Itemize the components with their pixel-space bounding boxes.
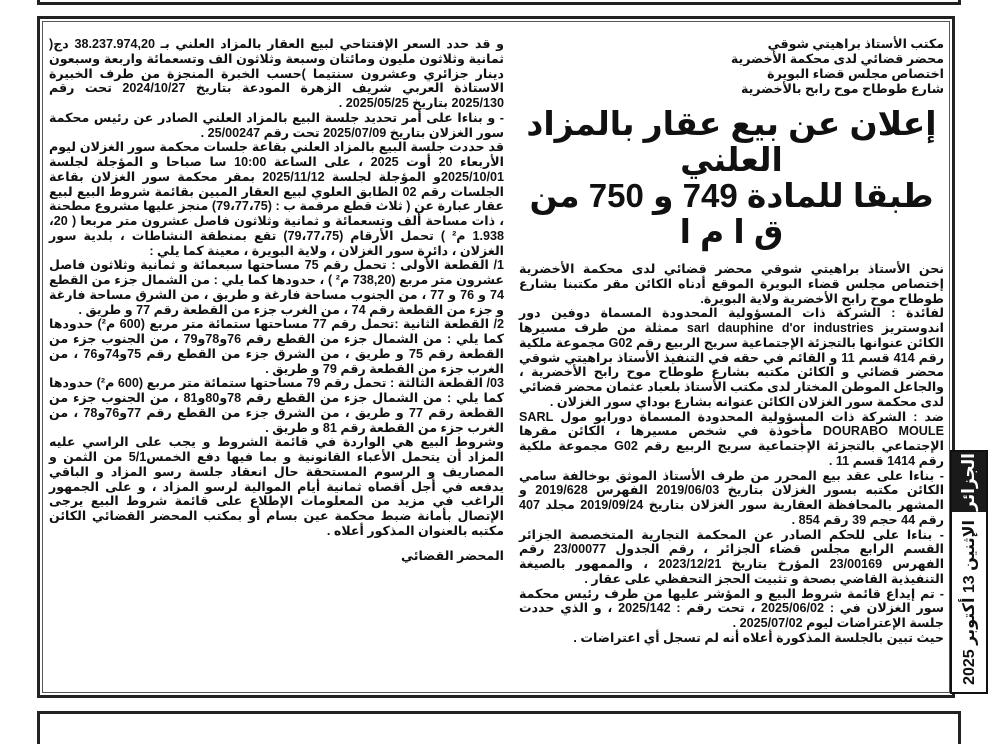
previous-notice-box <box>37 0 961 5</box>
newspaper-side-banner <box>950 450 988 694</box>
office-line: شارع طوطاح موح رابح بالأخضرية <box>740 82 944 96</box>
paragraph: 03/ القطعة الثالثة : تحمل رقم 79 مساحتها ستمائة متر مربع (600 م²) حدودها كما يلي : من الشمال جزء من القطع رقم 78و80و81 ، من الجنوب جزء من القطعة رقم 77 و طريق ، من الشرق جزء من القطع رقم 77و76و78 ، من الغرب جزء من القطعة رقم 81 و طريق . <box>49 376 505 435</box>
paragraph: نحن الأستاذ براهيتي شوقي محضر قضائي لدى محكمة الأخضرية إختصاص مجلس قضاء البويرة الموقع أدناه الكائن مقر مكتبنا بشارع طوطاح موح رابح الأخضرية ولاية البويرة. <box>519 262 944 306</box>
office-line: مكتب الأستاذ براهيتي شوقي <box>767 37 944 51</box>
newspaper-logo: الجزائر <box>952 452 986 512</box>
paragraph: ضد : الشركة ذات المسؤولية المحدودة المسماة دورابو مول SARL DOURABO MOULE مأخوذة في شخص مسيرها ، الكائن مقرها الإجتماعي بالتجزئة الإجتماعية سريج الربيع رقم G02 مجموعة ملكية رقم 1414 قسم 11 . <box>519 409 944 468</box>
right-column <box>519 37 944 646</box>
office-header <box>519 37 944 97</box>
office-line: محضر قضائي لدى محكمة الأخضرية <box>730 52 944 66</box>
paragraph: حيث تبين بالجلسة المذكورة أعلاه أنه لم تسجل أي اعتراضات . <box>573 630 944 645</box>
next-notice-box <box>37 711 961 744</box>
paragraph: - بناءا على عقد بيع المحرر من طرف الأستاذ الموثق بوخالفة سامي الكائن مكتبه بسور الغزلان بتاريخ 2019/06/03 الفهرس 2019/628 و المشهر بالمحافظة العقارية سور الغزلان بتاريخ 2019/09/24 مجلد 407 رقم 44 حجم 39 رقم 854 . <box>519 468 945 527</box>
office-line: اختصاص مجلس قضاء البويرة <box>767 67 944 81</box>
paragraph: قد حددت جلسة البيع بالمزاد العلني بقاعة جلسات محكمة سور الغزلان ليوم الأربعاء 20 أوت 2025 ، على الساعة 10:00 سا صباحا و المؤجلة لجلسة 2025/10/01و المؤجلة لجلسة 2025/11/12 بمقر محكمة سور الغزلان بقاعة الجلسات رقم 02 الطابق العلوي لبيع العقار المبين بقائمة شروط البيع لبيع عقار عبارة عن ( ثلاث قطع مرقمة ب : (79،77،75) منجز عليها مشروع مطحنة ، ذات مساحة ألف وتسعمائة و ثمانية وثلاثون فاصل عشرون متر مربعا ( 20، 1.938 م² ) تحمل الأرقام (79،77،75) تقع بمنطقة النشاطات ، بلدية سور الغزلان ، دائرة سور الغزلان ، ولاية البويرة ، معينة كما يلي : <box>49 140 505 258</box>
paragraph: - و بناءا على أمر تحديد جلسة البيع بالمزاد العلني الصادر عن رئيس محكمة سور الغزلان بتاريخ 2025/07/09 تحت رقم 25/00247 . <box>49 110 504 140</box>
paragraph: و قد حدد السعر الإفتتاحي لبيع العقار بالمزاد العلني بـ 38.237.974,20 دج( ثمانية وثلاثون مليون ومائتان وسبعة وثلاثون الف وتسعمائة واربعة وسبعون دينار جزائري وعشرون سنتيما )حسب الخبرة المنجزة من طرف الخبيرة الاستاذة العربي شريف الزهرة المودعة بتاريخ 2024/10/27 تحت رقم 2025/130 بتاريخ 2025/05/25 . <box>49 37 504 110</box>
paragraph: 1/ القطعة الأولى : تحمل رقم 75 مساحتها سبعمائة و ثمانية وثلاثون فاصل عشرون متر مربع (738,20 م² ) ، حدودها كما يلي : من الشمال جزء من القطع 74 و 76 و 77 ، من الجنوب مساحة فارغة و طريق ، من الشرق مساحة فارغة و جزء من القطعة رقم 74 ، من الغرب جزء من القطعة رقم 77 و طريق . <box>49 258 505 317</box>
legal-notice-frame <box>37 16 955 698</box>
notice-title <box>519 106 944 250</box>
paragraph: لفائدة : الشركة ذات المسؤولية المحدودة المسماة دوفين دور اندوستريز sarl dauphine d'or industries ممثلة من طرف مسيرها الكائن عنوانها بالتجزئة الإجتماعية سريج الربيع رقم G02 مجموعة ملكية رقم 414 قسم 11 و القائم في حقه في التنفيذ الأستاذ براهيتي شوقي محضر قضائي و الكائن مكتبه بشارع طوطاح موح رابح الأخضرية ، والجاعل الموطن المختار لدى مكتب الأستاذ بلعباد عثمان محضر قضائي لدى محكمة سور الغزلان الكائن عنوانه بشارع بوداي سور الغزلان . <box>519 306 945 409</box>
paragraph: - تم إيداع قائمة شروط البيع و المؤشر عليها من طرف رئيس محكمة سور الغزلان في : 2025/06/02 ، تحت رقم : 2025/142 ، و الذي حددت جلسة الإعتراضات ليوم 2025/07/02 . <box>519 586 944 630</box>
paragraph: - بناءا على للحكم الصادر عن المحكمة التجارية المتخصصة الجزائر القسم الرابع مجلس قضاء الجزائر ، رقم الجدول 23/00077 رقم الفهرس 23/00169 المؤرخ بتاريخ 2023/12/21 ، والممهور بالصيغة التنفيذية القاضي بصحة و تثبيت الحجز التحفظي على عقار . <box>519 527 945 586</box>
paragraph: 2/ القطعة الثانية :تحمل رقم 77 مساحتها ستمائة متر مربع (600 م²) حدودها كما يلي : من الشمال جزء من القطع رقم 76و78و79 ، من الجنوب جزء من القطعة رقم 75 و طريق ، من الشرق جزء من القطع رقم 75و74و76 ، من الغرب جزء من القطعة رقم 79 و طريق . <box>49 317 505 376</box>
title-line: طبقا للمادة 749 و 750 من ق ا م ا <box>529 177 934 250</box>
signature: المحضر القضائي <box>400 548 504 563</box>
left-column <box>49 37 504 563</box>
title-line: إعلان عن بيع عقار بالمزاد العلني <box>526 105 937 178</box>
paragraph: وشروط البيع هي الواردة في قائمة الشروط و يجب على الراسي عليه المزاد أن يتحمل الأعباء القانونية و بما فيها دفع الخمس5/1 من الثمن و المصاريف و الرسوم المستحقة حال انعقاد جلسة رسو المزاد و الباقي يدفعه في أجل أقصاه ثمانية أيام الموالية لرسو المزاد ، و على الجمهور الراغب في مزيد من المعلومات الإطلاع على قائمة شروط البيع يرجى الإتصال بأمانة ضبط محكمة عين بسام أو بمكتب المحضر القضائي الكائن مكتبه بالعنوان المذكور أعلاه . <box>49 435 505 538</box>
issue-date: الإثنين 13 أكتوبر 2025 <box>960 519 978 685</box>
